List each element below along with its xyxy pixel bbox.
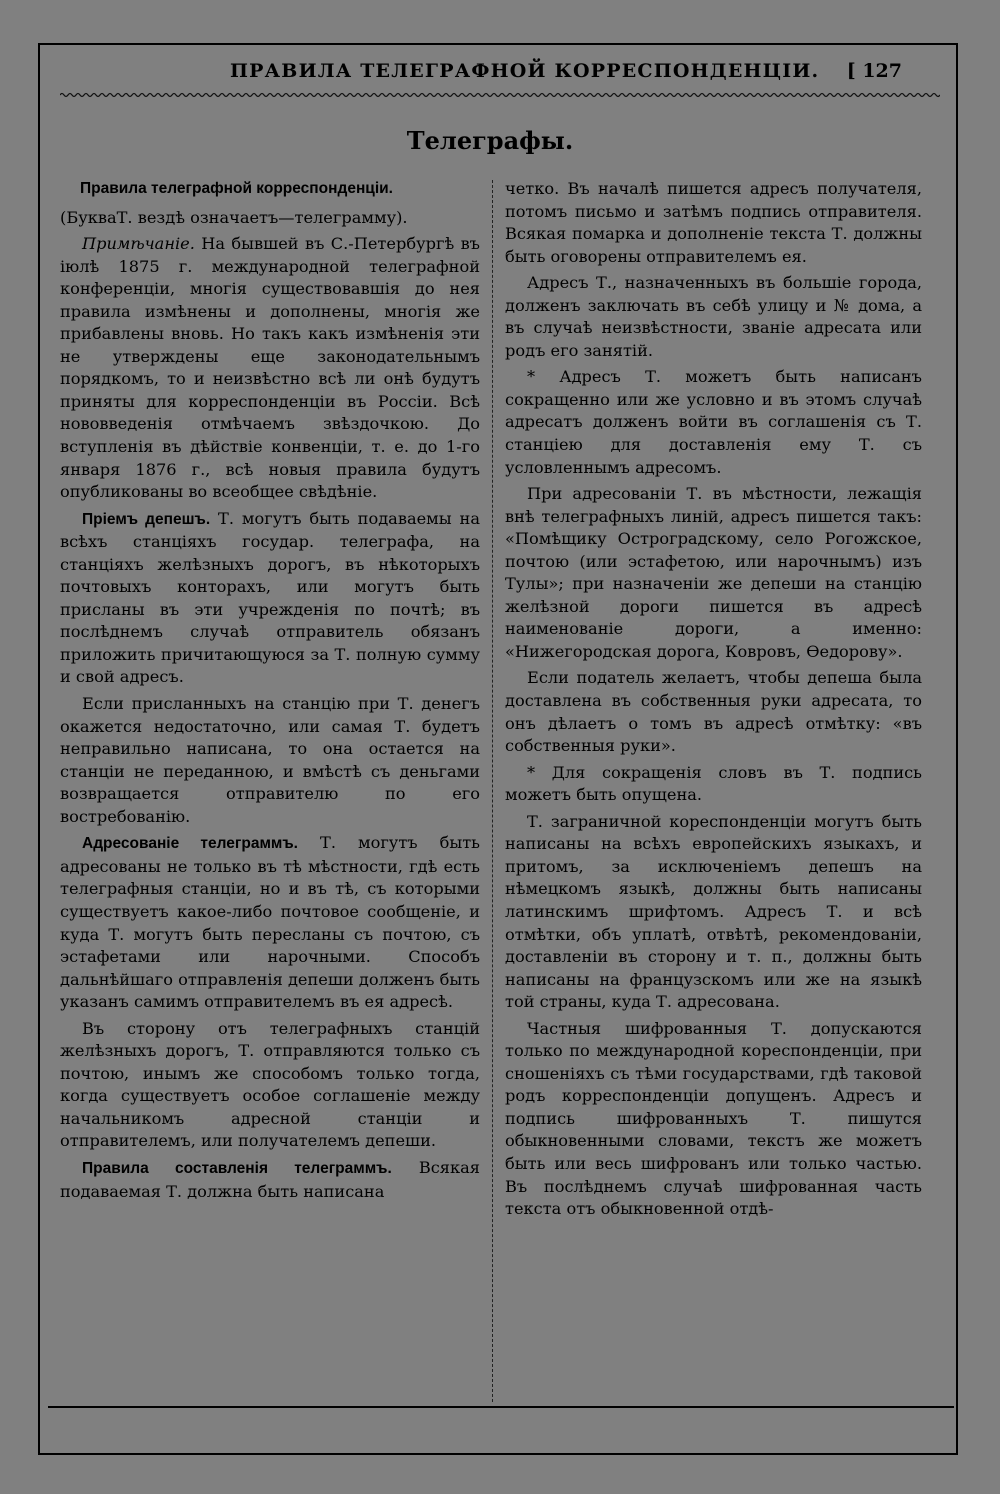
paragraph-reception [60, 508, 480, 689]
runin-composition: Правила составленія телеграммъ. [82, 1159, 392, 1177]
bottom-rule [48, 1406, 954, 1408]
runin-reception: Пріемъ депешъ. [82, 510, 211, 528]
paragraph-abbreviated-address: * Адресъ Т. можетъ быть написанъ сокращенно или же условно и въ этомъ случаѣ адресатъ долженъ войти въ соглашенія съ Т. станціею для доставленія ему Т. съ условленнымъ адресомъ. [505, 367, 922, 477]
paragraph-text: Всякая подаваемая Т. должна быть написана [60, 1157, 480, 1201]
paragraph-remote-address: При адресованіи Т. въ мѣстности, лежащія внѣ телеграфныхъ линій, адресъ пишется такъ: «Помѣщику Остроградскому, село Рогожское, почтою (или эстафетою, или нарочнымъ) изъ Тулы»; при назначеніи же депеши на станцію желѣзной дороги пишется въ адресѣ наименованіе дороги, а именно: «Нижегородская дорога, Ковровъ, Ѳедорову». [505, 484, 922, 661]
page-number: [ 127 [846, 60, 902, 82]
paragraph-continuation: четко. Въ началѣ пишется адресъ получателя, потомъ письмо и затѣмъ подпись отправителя. Всякая помарка и дополненіе текста Т. должны быть оговорены отправителемъ ея. [505, 179, 922, 266]
column-divider [492, 180, 493, 1402]
note-paragraph [60, 233, 480, 504]
paragraph-text: Т. могутъ быть адресованы не только въ тѣ мѣстности, гдѣ есть телеграфныя станціи, но и въ тѣ, съ которыми существуетъ какое-либо почтовое сообщеніе, и куда Т. могутъ быть пересланы съ почтою, съ эстафетами или нарочными. Способъ дальнѣйшаго отправленія депеши долженъ быть указанъ самимъ отправителемъ въ ея адресѣ. [60, 833, 480, 1012]
paragraph-railway-stations: Въ сторону отъ телеграфныхъ станцій желѣзныхъ дорогъ, Т. отправляются только съ почтою, инымъ же способомъ только тогда, когда существуетъ особое соглашеніе между начальникомъ адресной станціи и отправителемъ, или получателемъ депеши. [60, 1018, 480, 1151]
paragraph-text: Т. могутъ быть подаваемы на всѣхъ станціяхъ государ. телеграфа, на станціяхъ желѣзныхъ дорогъ, въ нѣкоторыхъ почтовыхъ конторахъ, или могутъ быть присланы въ эти учрежденія по почтѣ; въ послѣднемъ случаѣ отправитель обязанъ приложить причитающуюся за Т. полную сумму и свой адресъ. [60, 508, 480, 687]
right-column [505, 178, 922, 1225]
paragraph-personal-delivery: Если податель желаетъ, чтобы депеша была доставлена въ собственныя руки адресата, то онъ дѣлаетъ о томъ въ адресѣ отмѣтку: «въ собственныя руки». [505, 668, 922, 756]
paragraph-ciphered: Частныя шифрованныя Т. допускаются только по международной кореспонденціи, при сношеніяхъ съ тѣми государствами, гдѣ таковой родъ корреспонденціи допущенъ. Адресъ и подпись шифрованныхъ Т. пишутся обыкновенными словами, текстъ же можетъ быть или весь шифрованъ или только частью. Въ послѣднемъ случаѣ шифрованная часть текста отъ обыкновенной отдѣ- [505, 1018, 922, 1219]
note-label: Примѣчаніе. [82, 234, 195, 254]
legend-line: (БукваТ. вездѣ означаетъ—телеграмму). [60, 207, 408, 227]
running-head [50, 58, 950, 90]
paragraph-composition [60, 1157, 480, 1203]
running-title: ПРАВИЛА ТЕЛЕГРАФНОЙ КОРРЕСПОНДЕНЦІИ. [230, 60, 820, 82]
paragraph-addressing [60, 832, 480, 1013]
section-title: Телеграфы. [406, 126, 574, 155]
paragraph-foreign: Т. заграничной кореспонденціи могутъ быть написаны на всѣхъ европейскихъ языкахъ, и притомъ, за исключеніемъ депешъ на нѣмецкомъ языкѣ, должны быть написаны латинскимъ шрифтомъ. Адресъ Т. и всѣ отмѣтки, объ уплатѣ, отвѣтѣ, рекомендованіи, доставленіи въ сторону и т. п., должны быть написаны на французскомъ или же на языкѣ той страны, куда Т. адресована. [505, 811, 922, 1012]
runin-addressing: Адресованіе телеграммъ. [82, 835, 298, 853]
paragraph-signature: * Для сокращенія словъ въ Т. подпись можетъ быть опущена. [505, 762, 922, 805]
subsection-heading: Правила телеграфной корреспонденціи. [80, 180, 393, 197]
paragraph-insufficient-funds: Если присланныхъ на станцію при Т. денегъ окажется недостаточно, или самая Т. будетъ неправильно написана, то она остается на станціи не переданною, и вмѣстѣ съ деньгами возвращается отправителю по его востребованію. [60, 694, 480, 826]
paragraph-city-address: Адресъ Т., назначенныхъ въ большіе города, долженъ заключать въ себѣ улицу и № дома, а въ случаѣ неизвѣстности, званіе адресата или родъ его занятій. [505, 273, 922, 360]
wavy-rule [60, 90, 940, 100]
note-text: На бывшей въ С.-Петербургѣ въ іюлѣ 1875 г. международной телеграфной конференціи, многія существовавшія до нея правила измѣнены и дополнены, многія же прибавлены вновь. Но такъ какъ измѣненія эти не утверждены еще законодательнымъ порядкомъ, то и неизвѣстно всѣ ли онѣ будутъ приняты для корреспонденціи въ Россіи. Всѣ нововведенія отмѣчаемъ звѣздочкою. До вступленія въ дѣйствіе конвенціи, т. е. до 1-го января 1876 г., всѣ новыя правила будутъ опубликованы во всеобщее свѣдѣніе. [60, 234, 480, 502]
left-column [60, 178, 480, 1207]
